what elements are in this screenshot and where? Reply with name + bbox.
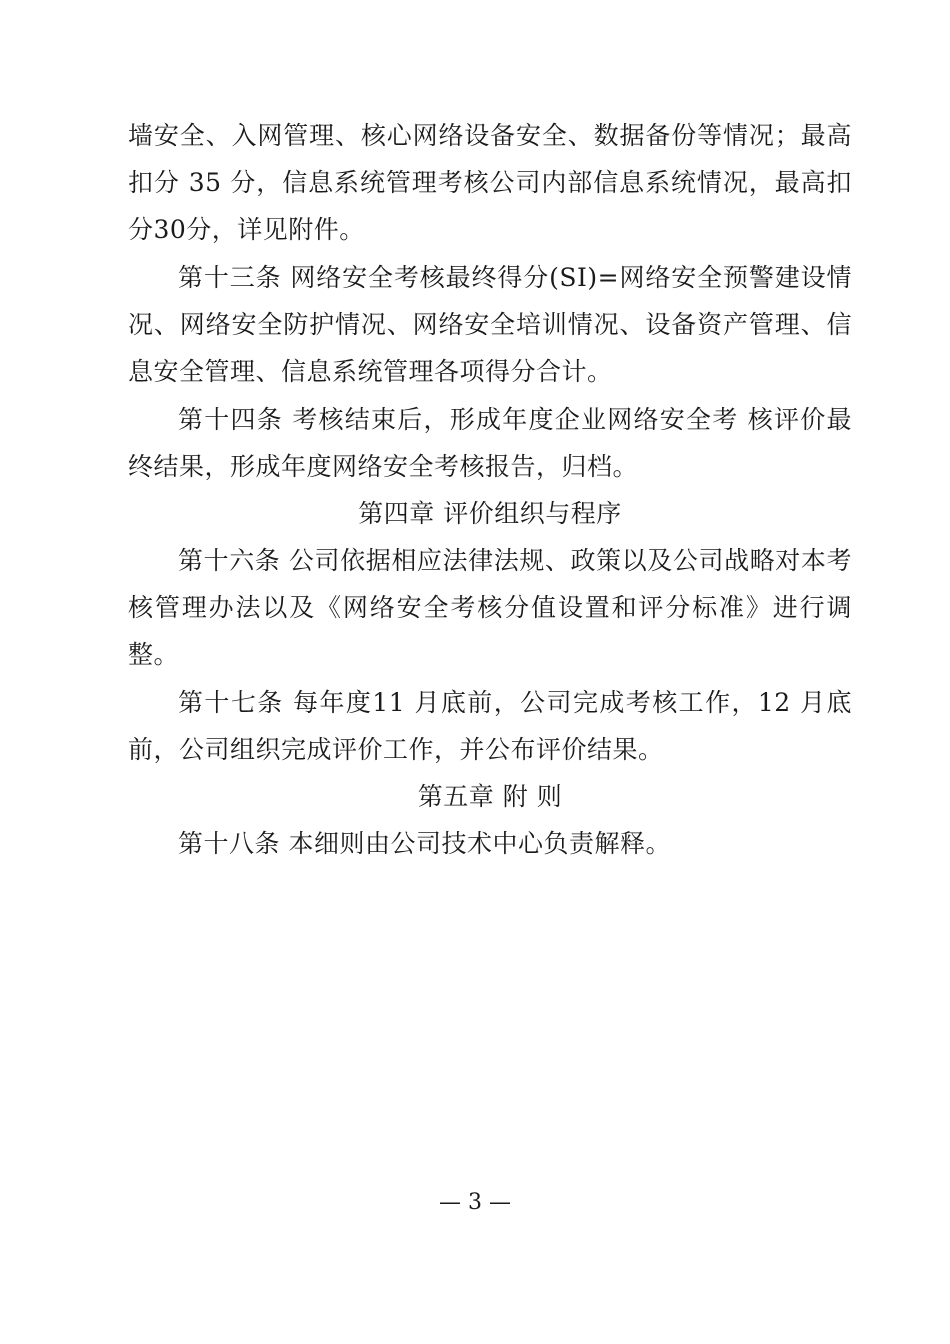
page-number: — 3 — (439, 1190, 511, 1215)
chapter-5-heading: 第五章 附 则 (417, 782, 563, 811)
article-17: 第十七条 每年度11 月底前，公司完成考核工作，12 月底前，公司组织完成评价工作，并公布评价结果。 (128, 688, 852, 764)
article-18: 第十八条 本细则由公司技术中心负责解释。 (178, 829, 671, 858)
paragraph-continuation: 墙安全、入网管理、核心网络设备安全、数据备份等情况；最高扣分 35 分，信息系统管理考核公司内部信息系统情况，最高扣分30分，详见附件。 (128, 121, 852, 244)
article-13: 第十三条 网络安全考核最终得分(SI)=网络安全预警建设情况、网络安全防护情况、网络安全培训情况、设备资产管理、信息安全管理、信息系统管理各项得分合计。 (128, 263, 852, 386)
chapter-4-heading: 第四章 评价组织与程序 (358, 499, 622, 528)
document-body (128, 112, 852, 867)
article-16: 第十六条 公司依据相应法律法规、政策以及公司战略对本考核管理办法以及《网络安全考核分值设置和评分标准》进行调整。 (128, 546, 852, 669)
article-14: 第十四条 考核结束后，形成年度企业网络安全考 核评价最终结果，形成年度网络安全考核报告，归档。 (128, 405, 852, 481)
